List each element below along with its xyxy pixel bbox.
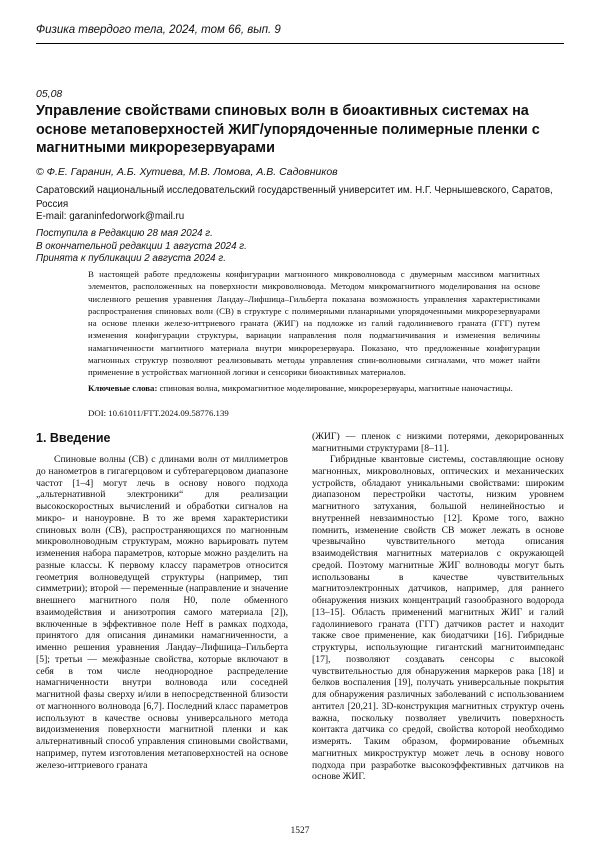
udc-code: 05,08 [36,88,63,100]
header-rule [36,43,564,44]
keywords-label: Ключевые слова: [88,383,158,393]
abstract: В настоящей работе предложены конфигурации магнонного микроволновода с двумерным массивом магнитных элементов, расположенных на поверхности микроволновода. Методом микромагнитного моделирования на основе численного решения уравнения Ландау–Лифшица–Гильберта показана возможность управления характеристиками распространения спиновых волн (СВ) в структуре с полимерными планарными упорядоченными микрорезервуарами на основе пленки железо-иттриевого граната (ЖИГ) на подложке из галий гадолиниевого граната (ГГГ) путем изменения конфигурации структуры, вариации направления поля подмагничивания и изменения величины намагниченности магнитного материала внутри микрорезервуара. Показано, что предложенные конфигурации магнонных структур позволяют реализовывать методы управления спин-волновыми сигналами, что может найти применение в устройствах магнонной логики и сенсорики биоактивных материалов. [88,269,540,378]
section-heading: 1. Введение [36,431,111,445]
keywords-block [88,382,540,394]
date-received: Поступила в Редакцию 28 мая 2024 г. [36,228,213,239]
dates-block [36,228,247,266]
authors: © Ф.Е. Гаранин, А.Б. Хутиева, М.В. Ломова, А.В. Садовников [36,166,338,178]
intro-right-column: Гибридные квантовые системы, составляющие основу магнонных, микроволновых, оптических и механических устройств, обладают уникальными свойствами: широким диапазоном перестройки частоты, низким уровнем магнитного затухания, большой нелинейностью и внутренней невзаимностью [12]. Кроме того, важно помнить, изменение свойств СВ может лежать в основе чрезвычайно чувствительного метода описания взаимодействия магнитных материалов с окружающей средой. Поэтому магнитные ЖИГ волноводы могут быть использованы в качестве чувствительных магнитоэлектронных датчиков, например, для раннего обнаружения низких концентраций газообразного водорода [13–15]. Область применений магнитных ЖИГ и галий гадолиниевого граната (ГГГ) датчиков растет и находит также свое применение, как биодатчики [16]. Гибридные структуры, использующие гигантский магнитоимпеданс [17], позволяют создавать сенсоры с высокой чувствительностью для обнаружения маркеров рака [18] и белков воспаления [19], получать универсальные покрытия для обнаружения различных заболеваний с использованием антител [20,21]. 3D-конструкция магнитных структур очень важна, поскольку позволяет увеличить поверхность контакта датчика со средой, свойства которой необходимо измерять. Таким образом, формирование объемных магнитных микроструктур может лечь в основу нового подхода при разработке высокоэффективных датчиков на основе ЖИГ. [312,454,564,783]
affiliation: Саратовский национальный исследовательский государственный университет им. Н.Г. Чернышевского, Саратов, Россия [36,185,553,210]
intro-left-column: Спиновые волны (СВ) с длинами волн от миллиметров до нанометров в гигагерцовом и субтерагерцовом диапазоне частот [1–4] могут лечь в основу нового подхода „альтернативной электроники“ для реализации высокоскоростных вычислений и обработки сигналов на микро- и наноуровне. В то же время характеристики спиновых волн (СВ), распространяющихся по магнонным микроволноводным структурам, можно варьировать путем изменения набора параметров, которые можно разделить на разные классы. К первому классу параметров относится геометрия волноведущей структуры (например, тип симметрии); второй — переменные (направление и значение внешнего магнитного поля H0, поле обменного взаимодействия и анизотропия самого материала [2]), включенные в эффективное поле Heff в рамках подхода, принятого для описания динамики намагниченности, а именно решения уравнения Ландау–Лифшица–Гильберта [5]; третьи — межфазные свойства, которые включают в себя в том числе неоднородное распределение намагниченности внутри волновода или соседней магнитной фазы сверху и/или в непосредственной близости от магнонного волновода [6,7]. Последний класс параметров используют в качестве основы универсального метода видоизменения поверхности магнитной пленки и как альтернативный способ управления спиновыми свойствами, например, путем изготовления метаповерхностей на основе железо-иттриевого граната [36,454,288,771]
date-accepted: Принята к публикации 2 августа 2024 г. [36,253,226,265]
keywords-text: спиновая волна, микромагнитное моделирование, микрорезервуары, магнитные наночастицы. [159,383,513,393]
article-title: Управление свойствами спиновых волн в биоактивных системах на основе метаповерхностей ЖИГ/упорядоченные полимерные пленки с магнитными микрорезервуарами [36,103,540,156]
date-revised: В окончательной редакции 1 августа 2024 г. [36,240,247,252]
journal-header: Физика твердого тела, 2024, том 66, вып. 9 [36,24,281,36]
email: E-mail: garaninfedorwork@mail.ru [36,211,185,222]
page-number: 1527 [290,826,310,836]
doi: DOI: 10.61011/FTT.2024.09.58776.139 [88,408,229,418]
intro-right-continuation: (ЖИГ) — пленок с низкими потерями, декорированных магнитными структурами [8–11]. [312,431,564,454]
